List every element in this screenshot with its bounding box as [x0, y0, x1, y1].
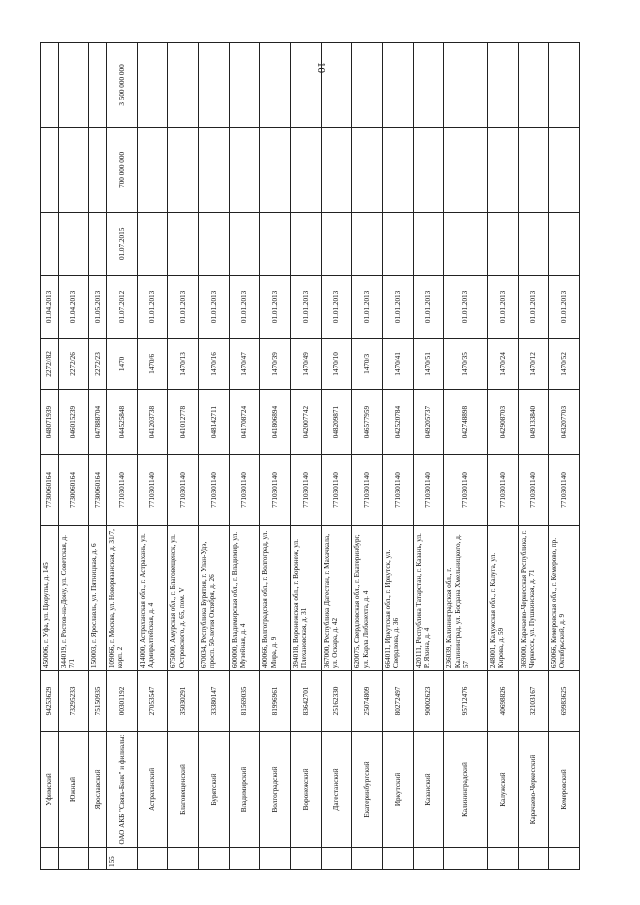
cell-amt2 [382, 43, 413, 128]
cell-bik: 041203738 [137, 389, 168, 454]
cell-amt1 [229, 127, 260, 212]
table-body [41, 43, 580, 870]
cell-address: 400066, Волгоградская обл., г. Волгоград, ул. Мира, д. 9 [260, 525, 291, 671]
cell-no [229, 848, 260, 870]
cell-bik: 042007742 [290, 389, 321, 454]
cell-amt1 [444, 127, 488, 212]
cell-bik: 047888704 [89, 389, 107, 454]
cell-date1: 01.01.2013 [168, 275, 199, 338]
cell-date2 [137, 212, 168, 275]
table-row [290, 43, 321, 870]
cell-address: 248001, Калужская обл., г. Калуга, ул. Кирова, д. 59 [487, 525, 518, 671]
cell-name: Астраханский [137, 731, 168, 847]
cell-code: 1470/35 [444, 338, 488, 389]
cell-address: 367000, Республика Дагестан, г. Махачкала, ул. Оскара, д. 42 [321, 525, 352, 671]
table-row [382, 43, 413, 870]
cell-no [549, 848, 580, 870]
cell-code: 1470 [107, 338, 138, 389]
cell-date1: 01.04.2013 [41, 275, 59, 338]
cell-inn: 7710301140 [229, 455, 260, 525]
cell-okpo: 73295233 [58, 671, 89, 732]
cell-address: 414000, Астраханская обл., г. Астрахань, ул. Адмиралтейская, д. 4 [137, 525, 168, 671]
cell-name: Калужский [487, 731, 518, 847]
cell-bik: 041708724 [229, 389, 260, 454]
cell-date2 [168, 212, 199, 275]
cell-okpo: 80272497 [382, 671, 413, 732]
cell-okpo: 94253629 [41, 671, 59, 732]
page-number: 10 [315, 62, 327, 73]
cell-amt2 [89, 43, 107, 128]
cell-inn: 7710301140 [137, 455, 168, 525]
cell-amt2 [229, 43, 260, 128]
cell-no [290, 848, 321, 870]
cell-name: Владимирский [229, 731, 260, 847]
cell-address: 450006, г. Уфа, ул. Цюрупы, д. 145 [41, 525, 59, 671]
cell-date2: 01.07.2015 [107, 212, 138, 275]
cell-okpo: 00301192 [107, 671, 138, 732]
cell-name: Дагестанский [321, 731, 352, 847]
cell-name: Казанский [413, 731, 444, 847]
cell-amt1 [290, 127, 321, 212]
cell-date2 [444, 212, 488, 275]
cell-amt2 [518, 43, 549, 128]
cell-inn: 7710301140 [290, 455, 321, 525]
cell-no [518, 848, 549, 870]
table-row [107, 43, 138, 870]
cell-name: Иркутский [382, 731, 413, 847]
cell-inn: 7710301140 [168, 455, 199, 525]
cell-amt1 [58, 127, 89, 212]
cell-date2 [290, 212, 321, 275]
cell-okpo: 35030291 [168, 671, 199, 732]
cell-no [352, 848, 383, 870]
cell-no [413, 848, 444, 870]
cell-amt2 [487, 43, 518, 128]
table-row [260, 43, 291, 870]
cell-amt1 [198, 127, 229, 212]
cell-address: 675000, Амурская обл., г. Благовещенск, ул. Островского, д. 65, пом. V [168, 525, 199, 671]
cell-inn: 7710301140 [518, 455, 549, 525]
cell-no: 155 [107, 848, 138, 870]
cell-address: 344019, г. Ростов-на-Дону, ул. Советская, д. 7/1 [58, 525, 89, 671]
cell-code: 2272/23 [89, 338, 107, 389]
cell-code: 1470/39 [260, 338, 291, 389]
cell-name: Карачаево-Черкесский [518, 731, 549, 847]
cell-bik: 048142711 [198, 389, 229, 454]
cell-amt1 [41, 127, 59, 212]
cell-date1: 01.01.2013 [290, 275, 321, 338]
cell-address: 394018, Воронежская обл., г. Воронеж, ул. Плехановская, д. 31 [290, 525, 321, 671]
cell-code: 2272//82 [41, 338, 59, 389]
cell-date2 [58, 212, 89, 275]
cell-amt1 [549, 127, 580, 212]
cell-date1: 01.01.2013 [487, 275, 518, 338]
cell-date2 [260, 212, 291, 275]
cell-code: 1470/51 [413, 338, 444, 389]
cell-amt2 [549, 43, 580, 128]
cell-inn: 7710301140 [444, 455, 488, 525]
cell-address: 650066, Кемеровская обл., г. Кемерово, пр. Октябрьский, д. 9 [549, 525, 580, 671]
table-row [413, 43, 444, 870]
cell-no [58, 848, 89, 870]
cell-okpo: 81569035 [229, 671, 260, 732]
cell-amt2 [413, 43, 444, 128]
cell-code: 1470/24 [487, 338, 518, 389]
cell-no [321, 848, 352, 870]
cell-code: 1470/10 [321, 338, 352, 389]
cell-amt2: 3 500 000 000 [107, 43, 138, 128]
table-row [444, 43, 488, 870]
cell-date1: 01.01.2013 [321, 275, 352, 338]
cell-inn: 7710301140 [107, 455, 138, 525]
cell-amt1 [352, 127, 383, 212]
table-row [41, 43, 59, 870]
cell-date1: 01.04.2013 [58, 275, 89, 338]
cell-inn: 7710301140 [352, 455, 383, 525]
cell-date2 [352, 212, 383, 275]
cell-code: 1470/16 [198, 338, 229, 389]
cell-bik: 044525848 [107, 389, 138, 454]
registry-table [40, 42, 580, 870]
cell-amt2 [41, 43, 59, 128]
cell-amt1 [382, 127, 413, 212]
table-row [58, 43, 89, 870]
cell-okpo: 33380147 [198, 671, 229, 732]
cell-code: 1470/6 [137, 338, 168, 389]
cell-address: 664011, Иркутская обл., г. Иркутск, ул. Свердлова, д. 36 [382, 525, 413, 671]
cell-name: Ярославский [89, 731, 107, 847]
cell-code: 1470/47 [229, 338, 260, 389]
cell-code: 2272/26 [58, 338, 89, 389]
cell-date2 [229, 212, 260, 275]
cell-name: Благовещенский [168, 731, 199, 847]
table-row [352, 43, 383, 870]
cell-inn: 7710301140 [487, 455, 518, 525]
table-row [168, 43, 199, 870]
table-row [321, 43, 352, 870]
cell-address: 236039, Калининградская обл., г. Калининград, ул. Богдана Хмельницкого, д. 57 [444, 525, 488, 671]
cell-amt1 [89, 127, 107, 212]
table-row [137, 43, 168, 870]
cell-no [168, 848, 199, 870]
cell-amt2 [137, 43, 168, 128]
cell-bik: 049205737 [413, 389, 444, 454]
cell-date1: 01.01.2013 [229, 275, 260, 338]
cell-date1: 01.01.2013 [352, 275, 383, 338]
cell-date1: 01.07.2012 [107, 275, 138, 338]
cell-code: 1470/13 [168, 338, 199, 389]
cell-name: Воронежский [290, 731, 321, 847]
cell-date1: 01.01.2013 [260, 275, 291, 338]
cell-address: 620075, Свердловская обл., г. Екатеринбург, ул. Карла Либкнехта, д. 4 [352, 525, 383, 671]
cell-inn: 7730060164 [89, 455, 107, 525]
cell-okpo: 32103167 [518, 671, 549, 732]
cell-name: Калининградский [444, 731, 488, 847]
cell-inn: 7710301140 [413, 455, 444, 525]
cell-bik: 041012778 [168, 389, 199, 454]
cell-amt2 [198, 43, 229, 128]
cell-code: 1470/52 [549, 338, 580, 389]
cell-address: 369000, Карачаево-Черкесская Республика, г. Черкесск, ул. Пушкинская, д. 71 [518, 525, 549, 671]
cell-bik: 046577959 [352, 389, 383, 454]
cell-date2 [321, 212, 352, 275]
cell-amt1 [413, 127, 444, 212]
cell-inn: 7710301140 [549, 455, 580, 525]
cell-amt2 [352, 43, 383, 128]
cell-bik: 042908703 [487, 389, 518, 454]
cell-amt2 [290, 43, 321, 128]
cell-name: Волгоградский [260, 731, 291, 847]
cell-okpo: 69983625 [549, 671, 580, 732]
table-row [198, 43, 229, 870]
cell-address: 150003, г. Ярославль, ул. Пятницкая, д. 6 [89, 525, 107, 671]
cell-inn: 7710301140 [321, 455, 352, 525]
cell-date1: 01.01.2013 [444, 275, 488, 338]
registry-table-sheet [40, 42, 580, 870]
cell-date1: 01.01.2013 [413, 275, 444, 338]
cell-amt2 [444, 43, 488, 128]
cell-name: ОАО АКБ "Связь-Банк" и филиалы: [107, 731, 138, 847]
cell-bik: 048071939 [41, 389, 59, 454]
cell-name: Бурятский [198, 731, 229, 847]
cell-address: 420111, Республика Татарстан, г. Казань, ул. Р. Яхина, д. 4 [413, 525, 444, 671]
cell-amt2 [260, 43, 291, 128]
cell-amt2 [321, 43, 352, 128]
table-row [229, 43, 260, 870]
cell-amt1: 700 000 000 [107, 127, 138, 212]
cell-inn: 7710301140 [198, 455, 229, 525]
cell-no [260, 848, 291, 870]
cell-amt1 [487, 127, 518, 212]
cell-inn: 7710301140 [260, 455, 291, 525]
cell-amt2 [58, 43, 89, 128]
cell-bik: 046015239 [58, 389, 89, 454]
cell-inn: 7710301140 [382, 455, 413, 525]
cell-date2 [41, 212, 59, 275]
table-row [549, 43, 580, 870]
cell-amt2 [168, 43, 199, 128]
cell-date1: 01.01.2013 [137, 275, 168, 338]
cell-okpo: 27053547 [137, 671, 168, 732]
cell-no [41, 848, 59, 870]
cell-inn: 7730060164 [58, 455, 89, 525]
cell-code: 1470/3 [352, 338, 383, 389]
table-row [487, 43, 518, 870]
cell-okpo: 81996961 [260, 671, 291, 732]
cell-inn: 7730060164 [41, 455, 59, 525]
cell-name: Кемеровский [549, 731, 580, 847]
cell-okpo: 75150935 [89, 671, 107, 732]
cell-name: Екатеринбургский [352, 731, 383, 847]
cell-no [444, 848, 488, 870]
cell-code: 1470/49 [290, 338, 321, 389]
cell-okpo: 90002623 [413, 671, 444, 732]
cell-address: 600000, Владимирская обл., г. Владимир, ул. Музейная, д. 4 [229, 525, 260, 671]
cell-address: 670034, Республика Бурятия, г. Улан-Удэ, просп. 50-летия Октября, д. 26 [198, 525, 229, 671]
cell-date2 [487, 212, 518, 275]
cell-amt1 [321, 127, 352, 212]
cell-no [487, 848, 518, 870]
cell-date2 [89, 212, 107, 275]
cell-no [382, 848, 413, 870]
cell-code: 1470/41 [382, 338, 413, 389]
cell-date2 [518, 212, 549, 275]
cell-bik: 042520784 [382, 389, 413, 454]
cell-address: 109066, г. Москва, ул. Новорязанская, д. 31/7, корп. 2 [107, 525, 138, 671]
cell-bik: 049133840 [518, 389, 549, 454]
cell-amt1 [260, 127, 291, 212]
cell-date1: 01.01.2013 [518, 275, 549, 338]
cell-code: 1470/12 [518, 338, 549, 389]
cell-amt1 [137, 127, 168, 212]
cell-okpo: 25074809 [352, 671, 383, 732]
cell-no [137, 848, 168, 870]
cell-date2 [382, 212, 413, 275]
cell-bik: 043207703 [549, 389, 580, 454]
table-row [518, 43, 549, 870]
cell-amt1 [168, 127, 199, 212]
cell-okpo: 25162330 [321, 671, 352, 732]
cell-date1: 01.01.2013 [198, 275, 229, 338]
table-row [89, 43, 107, 870]
cell-amt1 [518, 127, 549, 212]
cell-name: Южный [58, 731, 89, 847]
cell-date2 [413, 212, 444, 275]
cell-bik: 041806894 [260, 389, 291, 454]
cell-no [198, 848, 229, 870]
cell-bik: 048209871 [321, 389, 352, 454]
cell-date1: 01.01.2013 [549, 275, 580, 338]
cell-bik: 042748898 [444, 389, 488, 454]
cell-no [89, 848, 107, 870]
cell-name: Уфимский [41, 731, 59, 847]
cell-okpo: 40698826 [487, 671, 518, 732]
cell-date1: 01.01.2013 [382, 275, 413, 338]
cell-date1: 01.05.2013 [89, 275, 107, 338]
cell-date2 [549, 212, 580, 275]
cell-okpo: 95712476 [444, 671, 488, 732]
cell-date2 [198, 212, 229, 275]
cell-okpo: 83642701 [290, 671, 321, 732]
